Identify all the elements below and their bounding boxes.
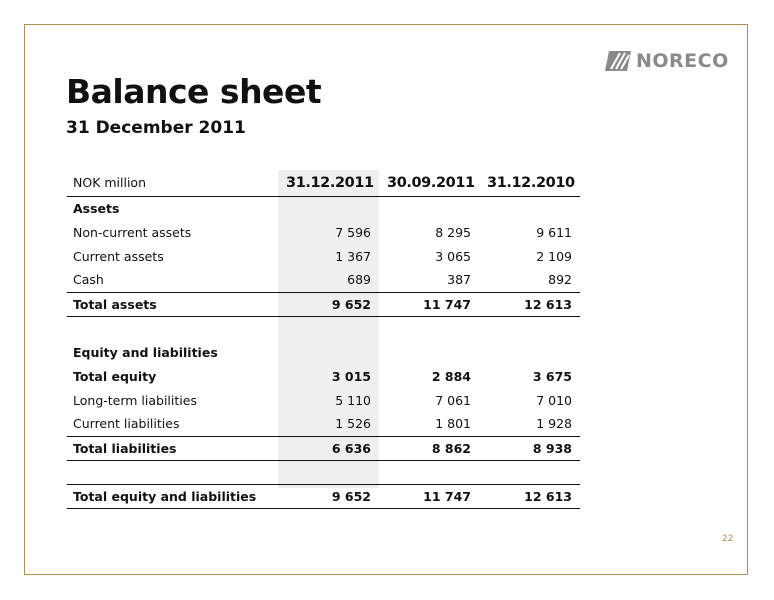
table-row [67, 244, 580, 268]
header-unit: NOK million [67, 170, 278, 196]
cell-value [278, 316, 379, 340]
row-label: Total equity and liabilities [67, 484, 278, 508]
cell-value: 7 596 [335, 224, 371, 240]
logo-text: NORECO [636, 50, 729, 72]
table-row-assets-heading [67, 196, 580, 220]
noreco-logo-icon [605, 51, 631, 71]
table-row-total-equity [67, 364, 580, 388]
cell-value [479, 460, 580, 484]
cell-value: 3 015 [331, 368, 371, 384]
cell-value: 12 613 [479, 292, 580, 316]
row-label: Current assets [73, 248, 164, 264]
cell-value [379, 340, 479, 364]
row-label: Equity and liabilities [73, 344, 218, 360]
cell-value: 11 747 [379, 292, 479, 316]
balance-sheet-table-container [67, 170, 580, 509]
table-header-row [67, 170, 580, 196]
cell-value [379, 460, 479, 484]
cell-value [278, 196, 379, 220]
row-label: Total equity [73, 368, 157, 384]
cell-value: 6 636 [278, 436, 379, 460]
header-31-12-2011: 31.12.2011 [278, 170, 379, 196]
row-label [67, 460, 278, 484]
table-row [67, 268, 580, 292]
cell-value: 9 611 [536, 224, 572, 240]
table-spacer-row [67, 460, 580, 484]
row-label: Assets [73, 200, 120, 216]
header-31-12-2010: 31.12.2010 [479, 170, 580, 196]
cell-value [278, 340, 379, 364]
cell-value: 1 367 [335, 248, 371, 264]
cell-value: 2 109 [536, 248, 572, 264]
cell-value [379, 316, 479, 340]
cell-value: 8 295 [435, 224, 471, 240]
row-label: Long-term liabilities [73, 392, 197, 408]
table-row-total-liabilities [67, 436, 580, 460]
cell-value [379, 196, 479, 220]
cell-value: 1 928 [479, 412, 580, 436]
cell-value: 8 862 [379, 436, 479, 460]
table-row-total-equity-and-liabilities [67, 484, 580, 508]
page-title: Balance sheet [66, 72, 322, 111]
page-number: 22 [722, 534, 734, 544]
row-label: Current liabilities [67, 412, 278, 436]
company-logo [605, 50, 729, 72]
cell-value [479, 196, 580, 220]
cell-value: 9 652 [278, 484, 379, 508]
balance-sheet-table [67, 170, 580, 509]
row-label [67, 316, 278, 340]
cell-value: 3 065 [435, 248, 471, 264]
cell-value [479, 316, 580, 340]
table-row-total-assets [67, 292, 580, 316]
cell-value: 387 [379, 268, 479, 292]
cell-value: 689 [278, 268, 379, 292]
cell-value: 12 613 [479, 484, 580, 508]
cell-value: 7 010 [536, 392, 572, 408]
cell-value: 11 747 [379, 484, 479, 508]
cell-value: 8 938 [479, 436, 580, 460]
cell-value [479, 340, 580, 364]
cell-value: 2 884 [431, 368, 471, 384]
cell-value: 5 110 [335, 392, 371, 408]
cell-value: 1 801 [379, 412, 479, 436]
page-subtitle: 31 December 2011 [66, 118, 246, 138]
table-row-equity-heading [67, 340, 580, 364]
table-row [67, 220, 580, 244]
cell-value: 3 675 [532, 368, 572, 384]
table-spacer-row [67, 316, 580, 340]
row-label: Total liabilities [67, 436, 278, 460]
row-label: Cash [67, 268, 278, 292]
cell-value: 1 526 [278, 412, 379, 436]
cell-value: 9 652 [278, 292, 379, 316]
table-row [67, 412, 580, 436]
cell-value [278, 460, 379, 484]
header-30-09-2011: 30.09.2011 [379, 170, 479, 196]
cell-value: 7 061 [435, 392, 471, 408]
cell-value: 892 [479, 268, 580, 292]
row-label: Non-current assets [73, 224, 192, 240]
table-row [67, 388, 580, 412]
row-label: Total assets [67, 292, 278, 316]
